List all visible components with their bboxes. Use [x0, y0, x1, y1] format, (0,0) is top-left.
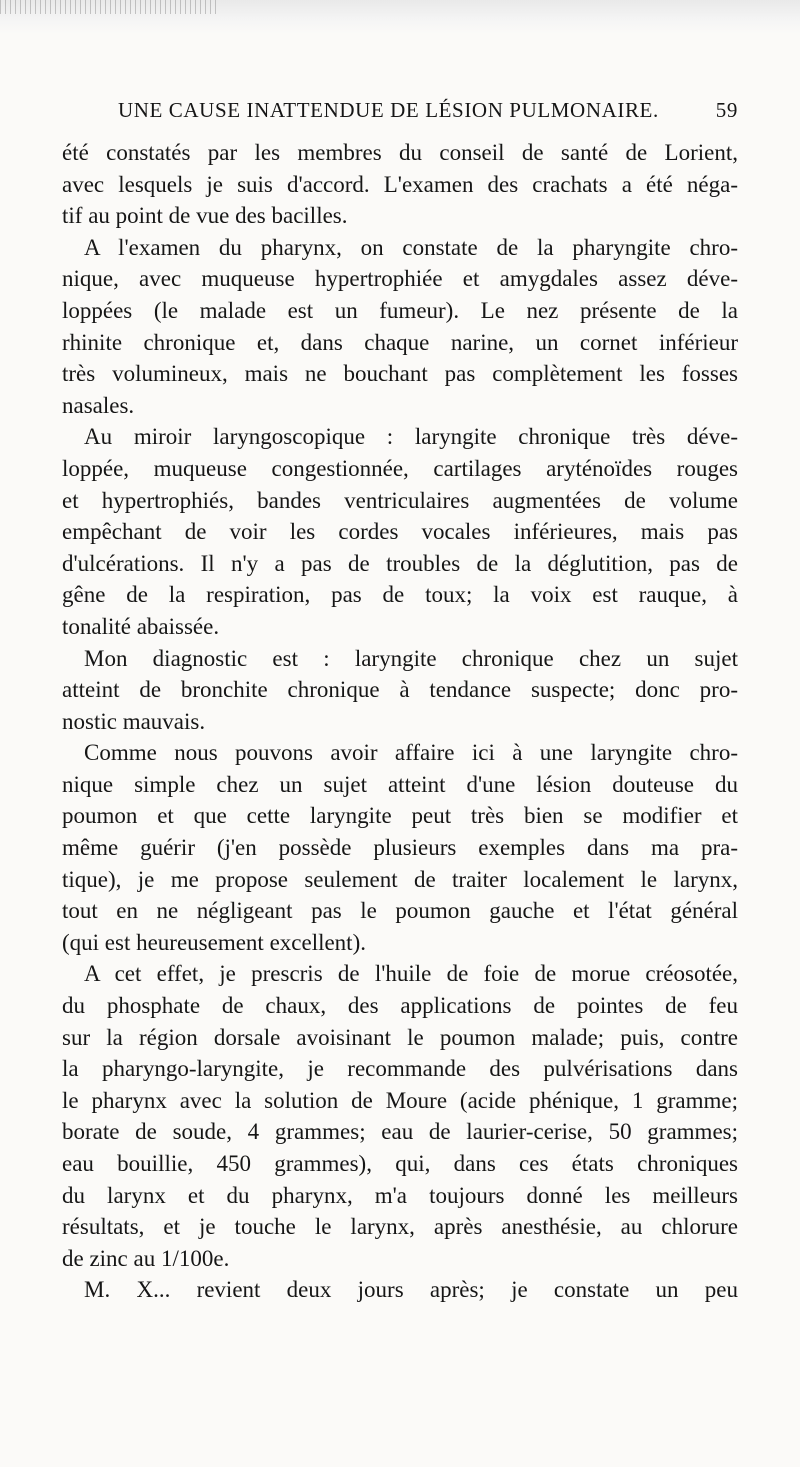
text-line: sur la région dorsale avoisinant le poumon malade; puis, contre [62, 1024, 738, 1050]
text-line: tout en ne négligeant pas le poumon gauche et l'état général [62, 898, 738, 924]
text-line: rhinite chronique et, dans chaque narine, un cornet inférieur [62, 329, 738, 355]
text-line: A l'examen du pharynx, on constate de la pharyngite chro- [84, 234, 738, 260]
text-line: nique simple chez un sujet atteint d'une lésion douteuse du [62, 771, 738, 797]
text-line: du larynx et du pharynx, m'a toujours donné les meilleurs [62, 1182, 738, 1208]
text-line: gêne de la respiration, pas de toux; la voix est rauque, à [62, 582, 738, 608]
text-line: tique), je me propose seulement de traiter localement le larynx, [62, 866, 738, 892]
text-line: nique, avec muqueuse hypertrophiée et amygdales assez déve- [62, 266, 738, 292]
text-line: Comme nous pouvons avoir affaire ici à une laryngite chro- [84, 740, 738, 766]
body-text [62, 137, 738, 1306]
text-line: Mon diagnostic est : laryngite chronique chez un sujet [84, 645, 738, 671]
text-line: empêchant de voir les cordes vocales inférieures, mais pas [62, 519, 738, 545]
text-line: eau bouillie, 450 grammes), qui, dans ces états chroniques [62, 1151, 738, 1176]
text-line: très volumineux, mais ne bouchant pas complètement les fosses [62, 361, 738, 387]
text-line: la pharyngo-laryngite, je recommande des pulvérisations dans [62, 1056, 738, 1082]
text-line: A cet effet, je prescris de l'huile de foie de morue créosotée, [84, 961, 738, 987]
text-line: tonalité abaissée. [62, 613, 220, 639]
text-line: nostic mauvais. [62, 708, 206, 734]
running-header [118, 98, 738, 128]
text-line: même guérir (j'en possède plusieurs exemples dans ma pra- [62, 835, 738, 861]
text-line: Au miroir laryngoscopique : laryngite chronique très déve- [84, 424, 738, 450]
text-line: M. X... revient deux jours après; je constate un peu [84, 1277, 738, 1303]
text-line: de zinc au 1/100e. [62, 1245, 230, 1271]
text-line: avec lesquels je suis d'accord. L'examen des crachats a été néga- [62, 171, 738, 197]
text-line: été constatés par les membres du conseil de santé de Lorient, [62, 140, 738, 165]
text-line: résultats, et je touche le larynx, après anesthésie, au chlorure [62, 1214, 738, 1240]
text-line: du phosphate de chaux, des applications de pointes de feu [62, 993, 738, 1019]
text-line: poumon et que cette laryngite peut très bien se modifier et [62, 803, 738, 829]
text-line: tif au point de vue des bacilles. [62, 203, 348, 229]
running-title: UNE CAUSE INATTENDUE DE LÉSION PULMONAIRE. [118, 98, 659, 122]
text-line: loppée, muqueuse congestionnée, cartilages aryténoïdes rouges [62, 455, 738, 481]
text-line: nasales. [62, 392, 135, 418]
text-line: (qui est heureusement excellent). [62, 929, 366, 955]
text-line: et hypertrophiés, bandes ventriculaires augmentées de volume [62, 487, 738, 513]
text-line: le pharynx avec la solution de Moure (acide phénique, 1 gramme; [62, 1087, 738, 1113]
text-line: loppées (le malade est un fumeur). Le nez présente de la [62, 297, 738, 323]
page-number: 59 [715, 98, 738, 122]
text-line: borate de soude, 4 grammes; eau de laurier-cerise, 50 grammes; [62, 1119, 738, 1145]
scan-top-edge [0, 0, 800, 34]
text-line: d'ulcérations. Il n'y a pas de troubles de la déglutition, pas de [62, 550, 738, 576]
text-line: atteint de bronchite chronique à tendance suspecte; donc pro- [62, 677, 738, 703]
